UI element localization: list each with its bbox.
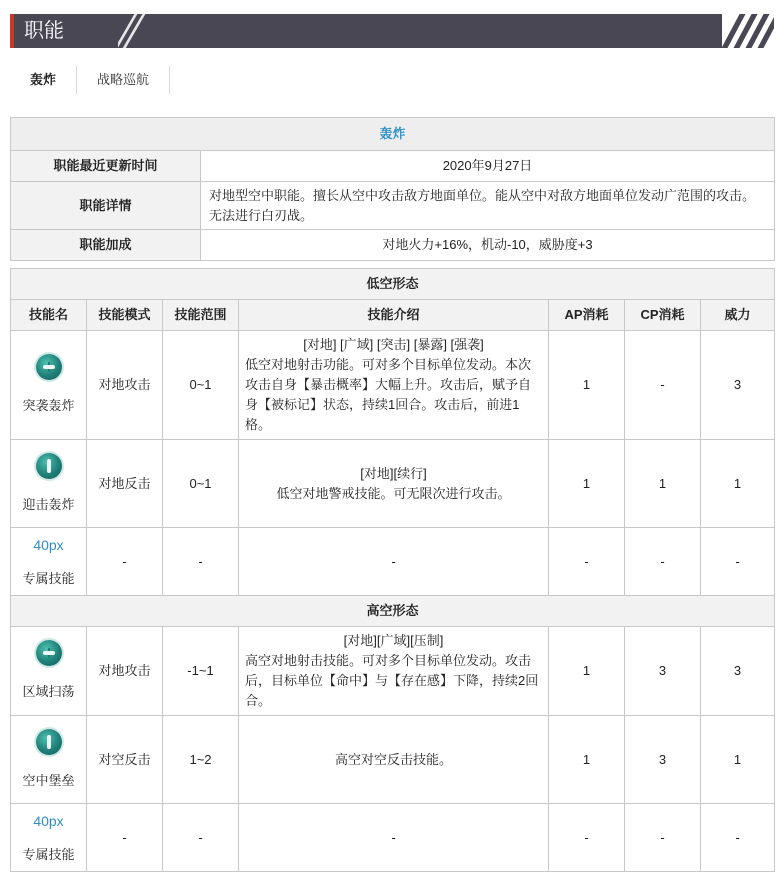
ap-cost: 1 (549, 440, 625, 528)
col-power: 威力 (701, 300, 775, 331)
ap-cost: 1 (549, 627, 625, 716)
info-label-bonus: 职能加成 (11, 230, 201, 261)
skill-mode: 对地攻击 (87, 331, 163, 440)
table-row (11, 804, 775, 872)
cp-cost: 3 (625, 627, 701, 716)
skill-name: 迎击轰炸 (22, 496, 75, 512)
col-skill-range: 技能范围 (163, 300, 239, 331)
role-info-table (10, 117, 775, 261)
col-cp-cost: CP消耗 (625, 300, 701, 331)
table-row (11, 331, 775, 440)
skill-range: - (163, 528, 239, 596)
skill-description (239, 716, 549, 804)
table-row (11, 716, 775, 804)
skill-desc-text: 低空对地警戒技能。可无限次进行攻击。 (276, 485, 511, 501)
skill-range: -1~1 (163, 627, 239, 716)
shield-icon (36, 729, 62, 755)
page-title: 职能 (24, 20, 64, 42)
info-label-updated: 职能最近更新时间 (11, 151, 201, 182)
cp-cost: - (625, 331, 701, 440)
skill-range: 0~1 (163, 440, 239, 528)
header-decoration (118, 14, 148, 48)
skill-mode: 对空反击 (87, 716, 163, 804)
skill-description: - (239, 528, 549, 596)
skill-power: - (701, 528, 775, 596)
skill-name-cell (11, 440, 87, 528)
table-row (11, 528, 775, 596)
skill-name-cell (11, 716, 87, 804)
ap-cost: 1 (549, 716, 625, 804)
skill-power: - (701, 804, 775, 872)
skill-range: 0~1 (163, 331, 239, 440)
bomb-icon (36, 354, 62, 380)
skill-power: 1 (701, 440, 775, 528)
col-ap-cost: AP消耗 (549, 300, 625, 331)
skill-power: 3 (701, 627, 775, 716)
skill-name-cell (11, 528, 87, 596)
section-low-altitude: 低空形态 (11, 269, 775, 300)
skill-name-cell (11, 804, 87, 872)
header-stripes (722, 14, 774, 48)
cp-cost: - (625, 804, 701, 872)
skill-name-cell (11, 331, 87, 440)
col-skill-name: 技能名 (11, 300, 87, 331)
col-skill-desc: 技能介绍 (239, 300, 549, 331)
skill-name: 突袭轰炸 (22, 398, 75, 413)
skill-desc-text: 低空对地射击功能。可对多个目标单位发动。本次攻击自身【暴击概率】大幅上升。攻击后，赋予自身【被标记】状态，持续1回合。攻击后，前进1格。 (245, 357, 532, 432)
ap-cost: 1 (549, 331, 625, 440)
info-value-details: 对地型空中职能。擅长从空中攻击敌方地面单位。能从空中对敌方地面单位发动广范围的攻击。无法进行白刃战。 (201, 182, 775, 230)
skill-description: - (239, 804, 549, 872)
skill-range: 1~2 (163, 716, 239, 804)
info-table-head: 轰炸 (11, 118, 775, 151)
image-placeholder-link[interactable]: 40px (33, 536, 64, 553)
cp-cost: 1 (625, 440, 701, 528)
table-row (11, 440, 775, 528)
cp-cost: - (625, 528, 701, 596)
ap-cost: - (549, 804, 625, 872)
skills-table (10, 268, 775, 872)
tab-bar (10, 66, 170, 94)
skill-mode: 对地攻击 (87, 627, 163, 716)
skill-range: - (163, 804, 239, 872)
image-placeholder-link[interactable]: 40px (33, 812, 64, 829)
table-row (11, 627, 775, 716)
skill-mode: - (87, 528, 163, 596)
section-header (10, 14, 774, 48)
ap-cost: - (549, 528, 625, 596)
bomb-icon (36, 640, 62, 666)
skill-description (239, 627, 549, 716)
skill-desc-text: 高空对空反击技能。 (334, 751, 452, 767)
skill-description (239, 331, 549, 440)
info-label-details: 职能详情 (11, 182, 201, 230)
skill-tags: [对地][续行] (360, 465, 427, 481)
tab-bombing[interactable]: 轰炸 (10, 66, 77, 94)
skill-name: 区域扫荡 (22, 684, 75, 699)
skill-tags: [对地][广域][压制] (343, 633, 444, 648)
skill-power: 1 (701, 716, 775, 804)
skill-name: 专属技能 (22, 570, 75, 586)
shield-icon (36, 453, 62, 479)
col-skill-mode: 技能模式 (87, 300, 163, 331)
skill-mode: - (87, 804, 163, 872)
tab-strategic-cruise[interactable]: 战略巡航 (77, 66, 170, 94)
skill-name: 专属技能 (22, 846, 75, 862)
skill-description (239, 440, 549, 528)
skill-tags: [对地] [广域] [突击] [暴露] [强袭] (303, 337, 484, 352)
skill-desc-text: 高空对地射击技能。可对多个目标单位发动。攻击后，目标单位【命中】与【存在感】下降，持续2回合。 (245, 653, 539, 708)
skill-mode: 对地反击 (87, 440, 163, 528)
info-value-updated: 2020年9月27日 (201, 151, 775, 182)
section-high-altitude: 高空形态 (11, 596, 775, 627)
header-accent (10, 14, 14, 48)
cp-cost: 3 (625, 716, 701, 804)
skill-name: 空中堡垒 (22, 772, 75, 788)
info-value-bonus: 对地火力+16%，机动-10，威胁度+3 (201, 230, 775, 261)
skill-name-cell (11, 627, 87, 716)
skill-power: 3 (701, 331, 775, 440)
